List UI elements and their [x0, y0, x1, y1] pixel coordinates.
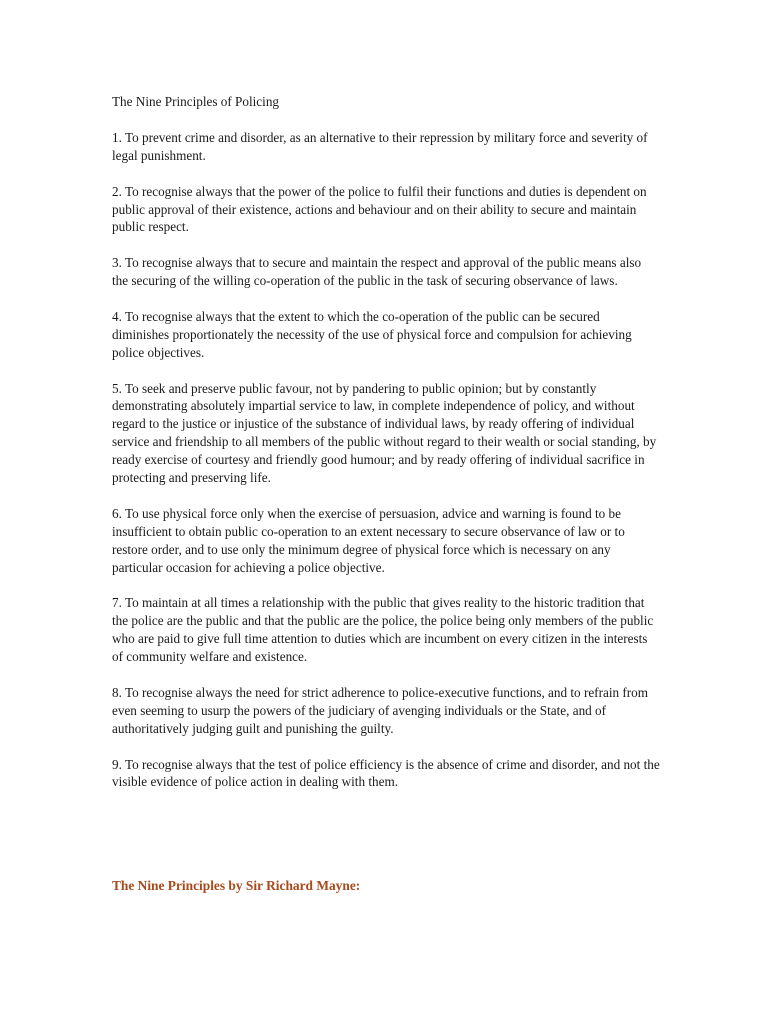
principle-9: 9. To recognise always that the test of police efficiency is the absence of crime and disorder, and not the visible evidence of police action in dealing with them.	[112, 756, 660, 790]
section-subheading: The Nine Principles by Sir Richard Mayne:	[112, 878, 361, 893]
principle-3: 3. To recognise always that to secure and maintain the respect and approval of the public means also the securing of the willing co-operation of the public in the task of securing observance of laws.	[112, 255, 642, 289]
principle-5: 5. To seek and preserve public favour, not by pandering to public opinion; but by constantly demonstrating absolutely impartial service to law, in complete independence of policy, and without regard to the justice or injustice of the substance of individual laws, by ready offering of individual service and friendship to all members of the public without regard to their wealth or social standing, by ready exercise of courtesy and friendly good humour; and by ready offering of individual sacrifice in protecting and preserving life.	[112, 380, 657, 486]
principle-6: 6. To use physical force only when the exercise of persuasion, advice and warning is found to be insufficient to obtain public co-operation to an extent necessary to secure observance of law or to restore order, and to use only the minimum degree of physical force which is necessary on any particular occasion for achieving a police objective.	[112, 505, 625, 575]
principle-2: 2. To recognise always that the power of the police to fulfil their functions and duties is dependent on public approval of their existence, actions and behaviour and on their ability to secure and maintain public respect.	[112, 183, 647, 235]
document-title: The Nine Principles of Policing	[112, 94, 280, 109]
principle-7: 7. To maintain at all times a relationship with the public that gives reality to the historic tradition that the police are the public and that the public are the police, the police being only members of the public who are paid to give full time attention to duties which are incumbent on every citizen in the interests of community welfare and existence.	[112, 595, 654, 665]
principle-4: 4. To recognise always that the extent to which the co-operation of the public can be secured diminishes proportionately the necessity of the use of physical force and compulsion for achieving police objectives.	[112, 308, 632, 360]
document-body	[112, 93, 660, 809]
principle-8: 8. To recognise always the need for strict adherence to police-executive functions, and to refrain from even seeming to usurp the powers of the judiciary of avenging individuals or the State, and of authoritatively judging guilt and punishing the guilty.	[112, 684, 649, 736]
principle-1: 1. To prevent crime and disorder, as an alternative to their repression by military force and severity of legal punishment.	[112, 129, 648, 163]
